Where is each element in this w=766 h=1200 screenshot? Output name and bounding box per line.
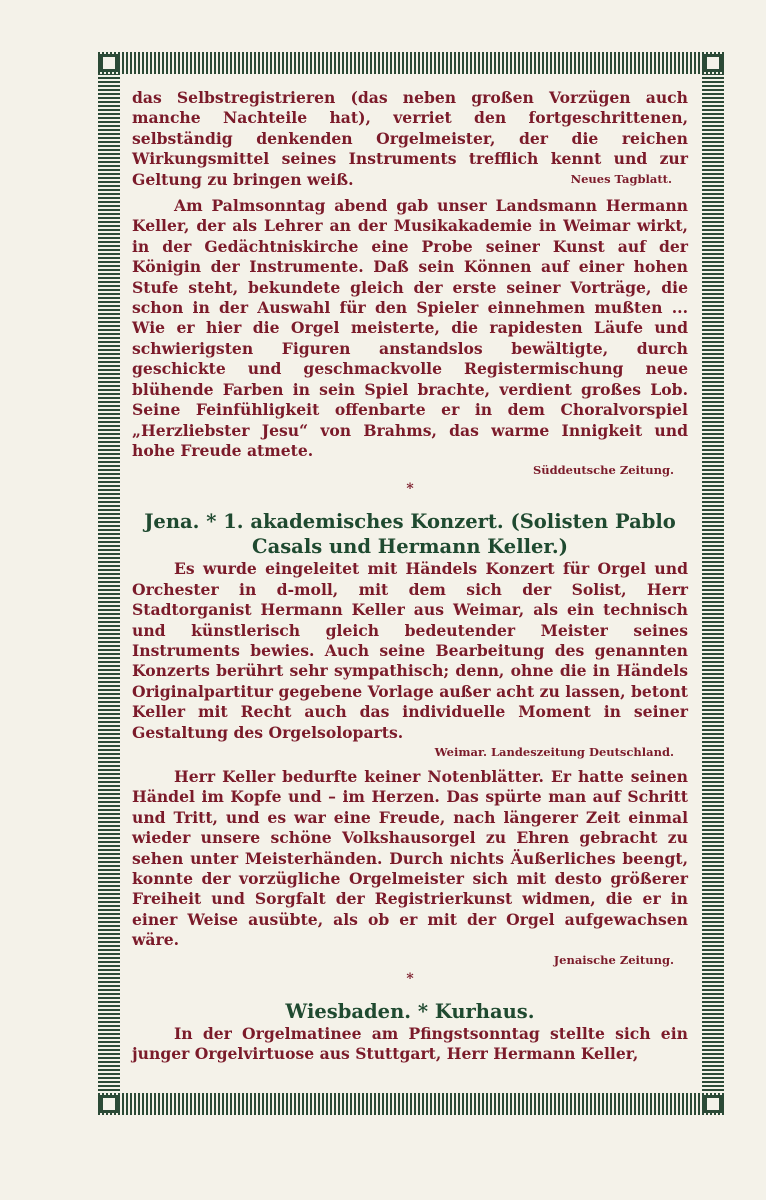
review-paragraph: Herr Keller bedurfte keiner Notenblätter. Er hatte seinen Händel im Kopfe und – im Herzen. Das spürte man auf Schritt und Tritt, und es war eine Freude, nach längerer Zeit einmal wieder unsere schöne Volkshausorgel zu Ehren gebracht zu sehen unter Meisterhänden. Durch nichts Äußerliches beengt, konnte der vorzügliche Orgelmeister sich mit desto größerer Freiheit und Sorgfalt der Registrierkunst widmen, die er in einer Weise ausübte, als ob er mit der Orgel aufgewachsen wäre. [132,766,688,950]
section-divider-star: * [406,481,414,498]
border-corner [704,1095,722,1113]
review-source: Neues Tagblatt. [570,171,672,186]
review-text: das Selbstregistrieren (das neben großen Vorzügen auch manche Nachteile hat), verriet den fortgeschrittenen, selbständig denkenden Orgelmeister, der die reichen Wirkungsmittel seines Instruments trefflich kennt und zur Geltung zu bringen weiß. [132,88,688,189]
review-paragraph: Am Palmsonntag abend gab unser Landsmann Hermann Keller, der als Lehrer an der Musikakademie in Weimar wirkt, in der Gedächtniskirche eine Probe seiner Kunst auf der Königin der Instrumente. Daß sein Können auf einer hohen Stufe steht, bekundete gleich der erste seiner Vorträge, die schon in der Auswahl für den Spieler einnehmen mußten ... Wie er hier die Orgel meisterte, die rapidesten Läufe und schwierigsten Figuren anstandslos bewältigte, durch geschickte und geschmackvolle Registermischung neue blühende Farben in sein Spiel brachte, verdient großes Lob. Seine Feinfühligkeit offenbarte er in dem Choralvorspiel „Herzliebster Jesu“ von Brahms, das warme Innigkeit und hohe Freude atmete. [132,196,688,460]
border-corner [100,1095,118,1113]
review-paragraph: Es wurde eingeleitet mit Händels Konzert für Orgel und Orchester in d-moll, mit dem sich der Solist, Herr Stadtorganist Hermann Keller aus Weimar, als ein technisch und künstlerisch gleich bedeutender Meister seines Instruments bewies. Auch seine Bearbeitung des genannten Konzerts berührt sehr sympathisch; denn, ohne die in Händels Originalpartitur gegebene Vorlage außer acht zu lassen, betont Keller mit Recht auch das individuelle Moment in seiner Gestaltung des Orgelsoloparts. [132,559,688,742]
review-source: Weimar. Landeszeitung Deutschland. [434,744,674,759]
border-corner [704,54,722,72]
review-source: Jenaische Zeitung. [553,952,674,967]
review-paragraph: In der Orgelmatinee am Pfingstsonntag stellte sich ein junger Orgelvirtuose aus Stuttgart, Herr Hermann Keller, [132,1023,688,1064]
review-paragraph [132,88,688,190]
border-corner [100,54,118,72]
section-divider-star: * [406,970,414,987]
review-source: Süddeutsche Zeitung. [532,463,674,478]
page-content [132,88,688,1064]
section-heading: Jena. * 1. akademisches Konzert. (Solisten Pablo Casals und Hermann Keller.) [144,510,676,559]
section-heading: Wiesbaden. * Kurhaus. [285,999,535,1023]
